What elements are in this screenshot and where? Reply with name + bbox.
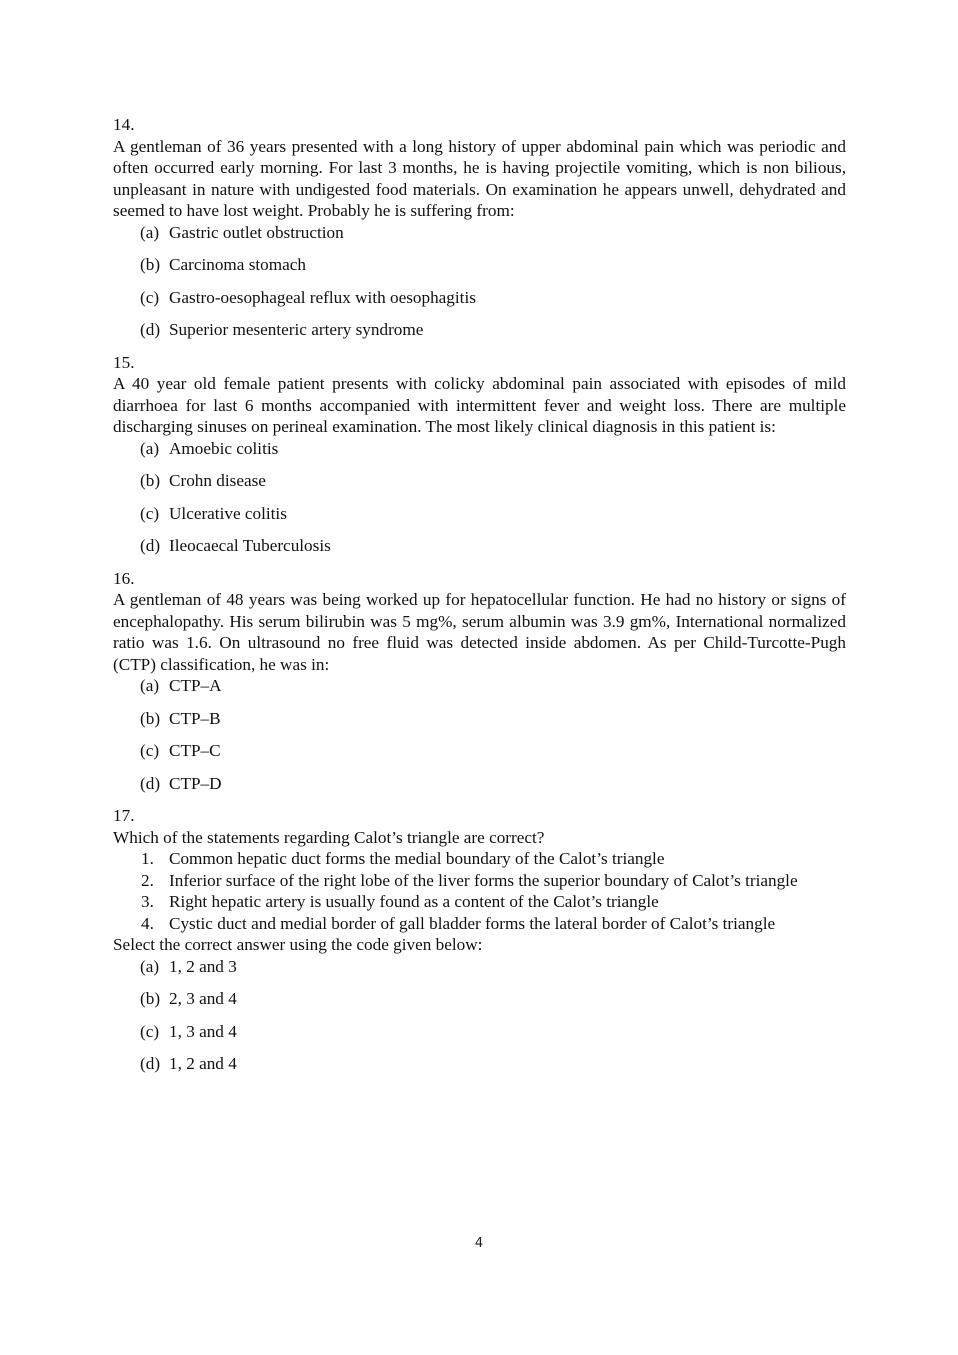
statement-text: Right hepatic artery is usually found as a content of the Calot’s triangle [169,892,659,911]
option-text: Ulcerative colitis [169,503,287,523]
option-list [113,675,846,794]
option-d [113,1053,846,1075]
option-label: (d) [140,1054,161,1073]
option-c [113,503,846,525]
option-d [113,535,846,557]
option-b [113,988,846,1010]
statement-label: 3. [141,892,154,911]
option-text: 1, 2 and 3 [169,956,237,976]
option-label: (c) [140,287,160,307]
option-label: (b) [140,471,161,490]
page-number: 4 [474,1236,484,1251]
option-text: Superior mesenteric artery syndrome [169,320,424,339]
statement-label: 2. [141,870,154,890]
option-text: 1, 3 and 4 [169,1021,237,1041]
option-c [113,287,846,309]
option-list [113,956,846,1075]
option-label: (d) [140,773,161,793]
answer-instruction: Select the correct answer using the code given below: [113,935,483,954]
option-label: (c) [140,741,160,760]
option-c [113,740,846,762]
option-text: Gastro-oesophageal reflux with oesophagitis [169,287,476,307]
statement-text: Inferior surface of the right lobe of the liver forms the superior boundary of Calot’s triangle [169,870,798,890]
question-stem: A gentleman of 48 years was being worked up for hepatocellular function. He had no history or signs of encephalopathy. His serum bilirubin was 5 mg%, serum albumin was 3.9 gm%, International normalized ratio was 1.6. On ultrasound no free fluid was detected inside abdomen. As per Child-Turcotte-Pugh (CTP) classification, he was in: [113,590,846,674]
option-text: CTP–A [169,676,222,695]
statement-text: Cystic duct and medial border of gall bladder forms the lateral border of Calot’s triangle [169,913,776,933]
question-17 [113,805,846,1075]
option-label: (a) [140,676,160,695]
option-text: Ileocaecal Tuberculosis [169,536,331,555]
option-a [113,438,846,460]
question-number: 14. [113,115,135,134]
option-label: (b) [140,255,161,274]
question-stem: A gentleman of 36 years presented with a long history of upper abdominal pain which was periodic and often occurred early morning. For last 3 months, he is having projectile vomiting, which is non bilious, unpleasant in nature with undigested food materials. On examination he appears unwell, dehydrated and seemed to have lost weight. Probably he is suffering from: [113,136,846,220]
option-text: CTP–C [169,741,221,760]
option-text: Amoebic colitis [169,438,279,458]
option-label: (a) [140,222,160,242]
option-b [113,254,846,276]
option-b [113,708,846,730]
option-label: (c) [140,503,160,523]
option-label: (d) [140,536,161,555]
option-a [113,222,846,244]
option-text: Carcinoma stomach [169,255,306,274]
statement-2 [113,870,846,892]
question-number: 16. [113,568,135,588]
option-d [113,773,846,795]
option-label: (c) [140,1021,160,1041]
question-14 [113,114,846,341]
option-a [113,675,846,697]
option-label: (b) [140,989,161,1008]
option-label: (a) [140,438,160,458]
option-text: Crohn disease [169,471,266,490]
option-c [113,1021,846,1043]
option-list [113,438,846,557]
question-15 [113,352,846,557]
statement-label: 4. [141,913,154,933]
option-text: 1, 2 and 4 [169,1054,237,1073]
option-text: Gastric outlet obstruction [169,222,344,242]
option-a [113,956,846,978]
statement-label: 1. [141,849,154,868]
question-stem: A 40 year old female patient presents with colicky abdominal pain associated with episodes of mild diarrhoea for last 6 months accompanied with intermittent fever and weight loss. There are multiple discharging sinuses on perineal examination. The most likely clinical diagnosis in this patient is: [113,374,846,436]
statement-text: Common hepatic duct forms the medial boundary of the Calot’s triangle [169,849,665,868]
option-text: CTP–B [169,708,221,728]
option-label: (b) [140,708,161,728]
statement-4 [113,913,846,935]
question-number: 15. [113,352,135,372]
statement-1 [113,848,846,870]
option-b [113,470,846,492]
option-text: CTP–D [169,773,222,793]
statement-list [113,848,846,934]
option-d [113,319,846,341]
option-label: (d) [140,320,161,339]
question-number: 17. [113,806,135,825]
option-label: (a) [140,956,160,976]
statement-3 [113,891,846,913]
option-list [113,222,846,341]
document-page [113,114,846,1086]
question-16 [113,568,846,795]
question-stem: Which of the statements regarding Calot’s triangle are correct? [113,827,545,847]
option-text: 2, 3 and 4 [169,989,237,1008]
